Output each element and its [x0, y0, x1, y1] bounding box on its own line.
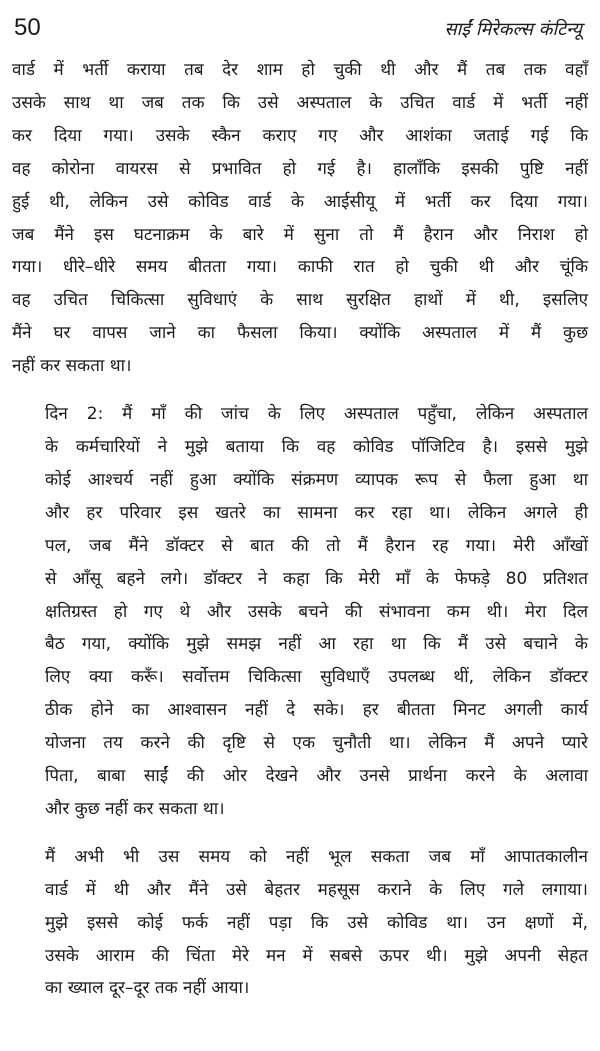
text-line: हुई थी, लेकिन उसे कोविड वार्ड के आईसीयू में भर्ती कर दिया गया। [12, 191, 588, 212]
text-line: नहीं कर सकता था। [12, 356, 132, 377]
text-line: कर दिया गया। उसके स्कैन कराए गए और आशंका जताई गई कि [12, 125, 588, 146]
text-line: गया। धीरे–धीरे समय बीतता गया। काफी रात हो चुकी थी और चूंकि [12, 257, 588, 278]
page-number: 50 [14, 14, 41, 41]
text-line: पल, जब मैंने डॉक्टर से बात की तो मैं हैरान रह गया। मेरी आँखों [45, 535, 588, 556]
body-text [12, 54, 588, 1005]
text-line: उसके आराम की चिंता मेरे मन में सबसे ऊपर थी। मुझे अपनी सेहत [45, 945, 588, 966]
text-line: और हर परिवार इस खतरे का सामना कर रहा था। लेकिन अगले ही [45, 502, 588, 523]
text-line: योजना तय करने की दृष्टि से एक चुनौती था। लेकिन मैं अपने प्यारे [45, 733, 588, 754]
running-title: साईं मिरेकल्स कंटिन्यू [444, 19, 582, 40]
text-line: के कर्मचारियों ने मुझे बताया कि वह कोविड पॉजिटिव है। इससे मुझे [45, 436, 588, 457]
text-line: मैंने घर वापस जाने का फैसला किया। क्योंकि अस्पताल में मैं कुछ [12, 323, 588, 344]
paragraph [12, 54, 588, 383]
text-line: लिए क्या करूँ। सर्वोत्तम चिकित्सा सुविधाएँ उपलब्ध थीं, लेकिन डॉक्टर [45, 667, 588, 688]
text-line: कोई आश्चर्य नहीं हुआ क्योंकि संक्रमण व्यापक रूप से फैला हुआ था [45, 469, 588, 490]
text-line: दिन 2: मैं माँ की जांच के लिए अस्पताल पहुँचा, लेकिन अस्पताल [45, 404, 588, 425]
text-line: वह कोरोना वायरस से प्रभावित हो गई है। हालाँकि इसकी पुष्टि नहीं [12, 158, 588, 179]
text-line: वार्ड में भर्ती कराया तब देर शाम हो चुकी थी और मैं तब तक वहाँ [12, 60, 588, 80]
paragraph [12, 398, 588, 826]
text-line: पिता, बाबा साईं की ओर देखने और उनसे प्रार्थना करने के अलावा [45, 766, 588, 787]
text-line: मुझे इससे कोई फर्क नहीं पड़ा कि उसे कोविड था। उन क्षणों में, [45, 912, 588, 933]
text-line: जब मैंने इस घटनाक्रम के बारे में सुना तो मैं हैरान और निराश हो [12, 224, 588, 245]
page-header [12, 14, 588, 50]
text-line: का ख्याल दूर–दूर तक नहीं आया। [45, 978, 250, 999]
text-line: ठीक होने का आश्वासन नहीं दे सके। हर बीतता मिनट अगली कार्य [45, 700, 588, 721]
text-line: क्षतिग्रस्त हो गए थे और उसके बचने की संभावना कम थी। मेरा दिल [45, 601, 588, 622]
text-line: वह उचित चिकित्सा सुविधाएं के साथ सुरक्षित हाथों में थी, इसलिए [12, 290, 588, 311]
text-line: और कुछ नहीं कर सकता था। [45, 798, 225, 819]
text-line: वार्ड में थी और मैंने उसे बेहतर महसूस कराने के लिए गले लगाया। [45, 879, 588, 900]
paragraph [12, 841, 588, 1006]
text-line: मैं अभी भी उस समय को नहीं भूल सकता जब माँ आपातकालीन [45, 846, 588, 867]
text-line: से आँसू बहने लगे। डॉक्टर ने कहा कि मेरी माँ के फेफड़े 80 प्रतिशत [45, 568, 588, 589]
text-line: बैठ गया, क्योंकि मुझे समझ नहीं आ रहा था कि मैं उसे बचाने के [45, 634, 588, 655]
text-line: उसके साथ था जब तक कि उसे अस्पताल के उचित वार्ड में भर्ती नहीं [12, 92, 588, 113]
